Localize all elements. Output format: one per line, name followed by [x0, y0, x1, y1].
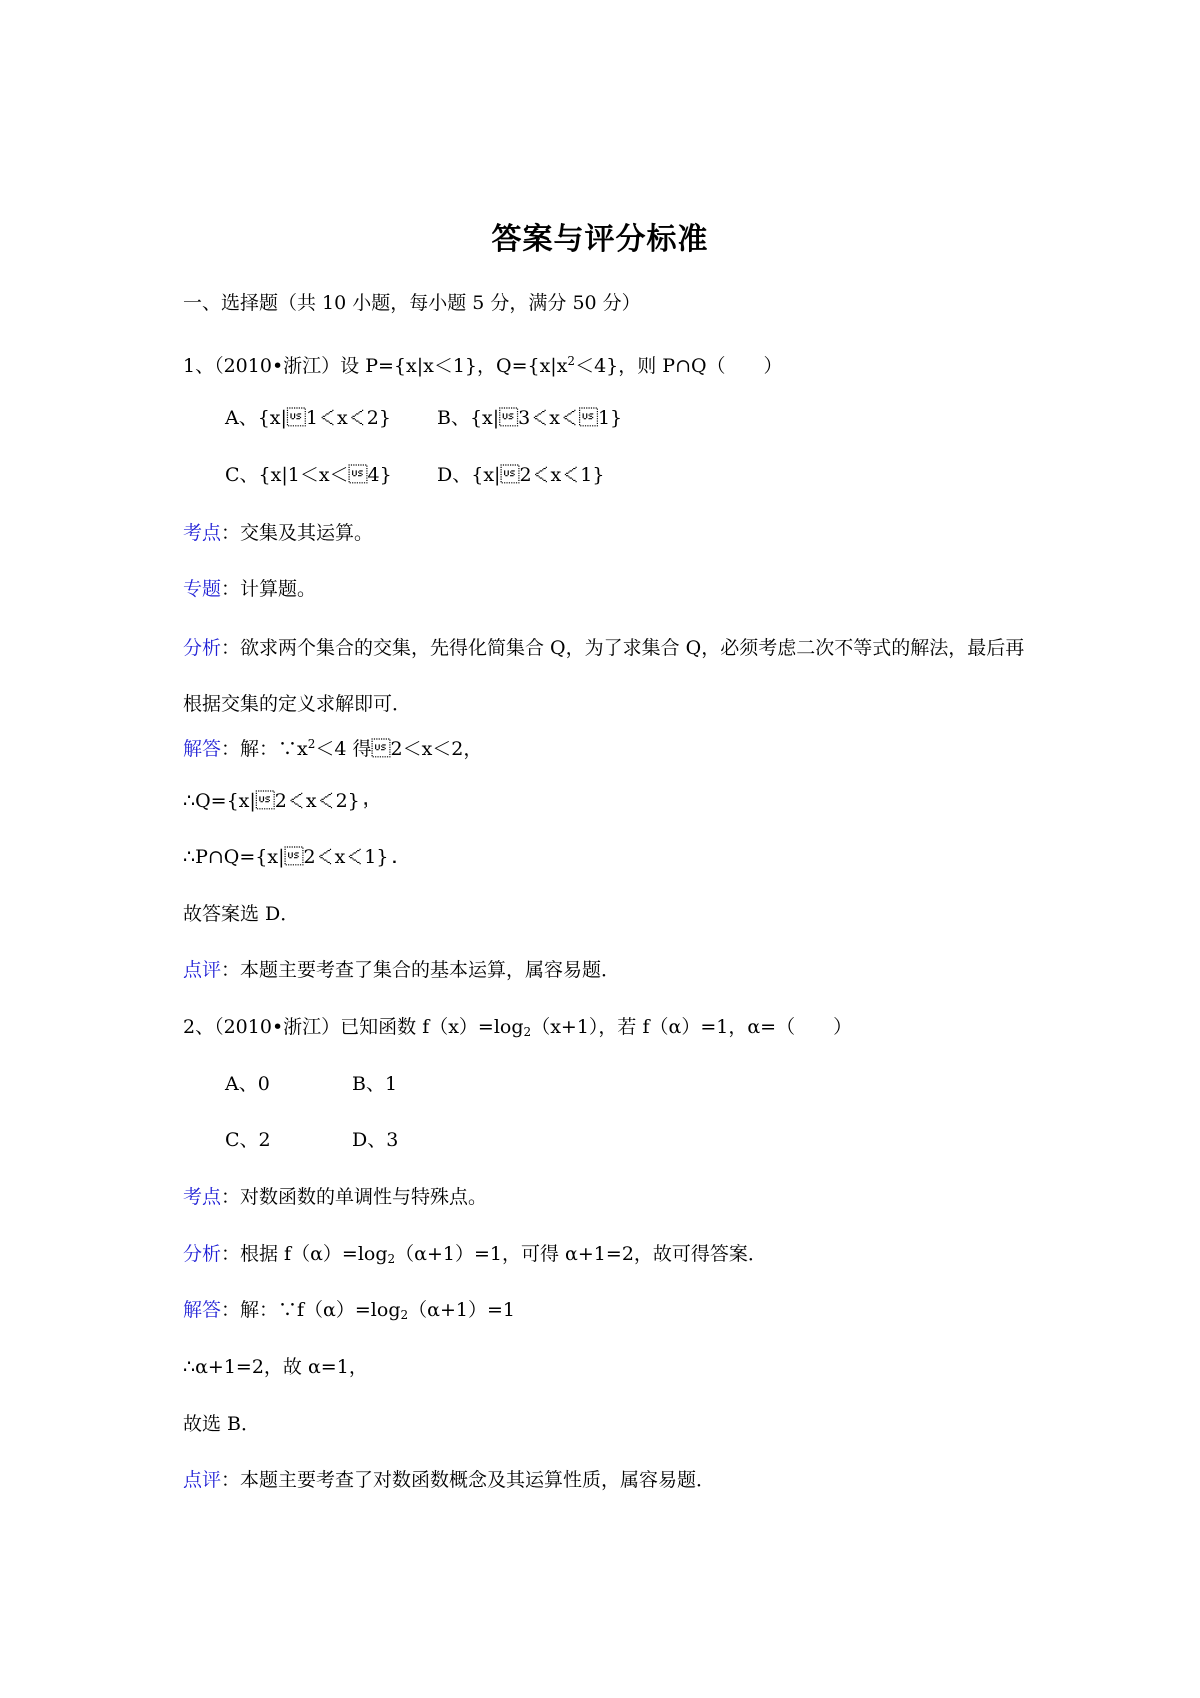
q1-dianping-text: ：本题主要考查了集合的基本运算，属容易题． [221, 959, 621, 981]
q1-step-2: ∴Q={x| 2＜x＜2}， [183, 790, 379, 812]
q1-stem-text-a: 1、（2010•浙江）设 P={x|x＜1}，Q={x|x [183, 355, 568, 377]
q2-stem-text-b: （x+1），若 f（α）=1，α=（ ） [531, 1016, 853, 1038]
q1-dianping [183, 957, 620, 983]
q1-option-d: D、{x| 2＜x＜1} [437, 464, 605, 486]
q2-option-b: B、1 [352, 1073, 398, 1095]
q2-option-d: D、3 [352, 1129, 399, 1151]
q1-dianping-label: 点评 [183, 959, 222, 981]
q1-stem-exponent: 2 [567, 354, 576, 368]
q1-stem [183, 348, 783, 379]
section-heading: 一、选择题（共 10 小题，每小题 5 分，满分 50 分） [183, 292, 641, 314]
q1-step-4: 故答案选 D． [183, 903, 300, 925]
q2-stem-text-a: 2、（2010•浙江）已知函数 f（x）=log [183, 1016, 524, 1038]
q2-jieda [183, 1297, 515, 1328]
q2-jieda-text-a: ：解：∵f（α）=log [221, 1299, 401, 1321]
q2-kaodian [183, 1184, 487, 1210]
q2-fenxi [183, 1241, 767, 1272]
q1-fenxi-label: 分析 [183, 637, 222, 659]
q2-fenxi-text-b: （α+1）=1，可得 α+1=2，故可得答案． [395, 1243, 767, 1265]
q2-jieda-text-b: （α+1）=1 [408, 1299, 515, 1321]
q2-jieda-label: 解答 [183, 1299, 222, 1321]
q1-kaodian [183, 520, 373, 546]
q2-fenxi-base: 2 [387, 1252, 396, 1266]
q2-jieda-base: 2 [400, 1308, 409, 1322]
q1-fenxi [183, 620, 1033, 732]
q1-kaodian-label: 考点 [183, 522, 222, 544]
q1-zhuanti-label: 专题 [183, 578, 222, 600]
q2-stem-base: 2 [523, 1025, 532, 1039]
q1-jieda-text-b: ＜4 得 2＜x＜2， [315, 738, 483, 760]
q1-option-a: A、{x| 1＜x＜2} [225, 407, 391, 429]
q2-fenxi-label: 分析 [183, 1243, 222, 1265]
q2-option-a: A、0 [225, 1073, 270, 1095]
q1-kaodian-text: ：交集及其运算。 [221, 522, 374, 544]
q1-stem-text-b: ＜4}，则 P∩Q（ ） [575, 355, 783, 377]
q2-dianping-text: ：本题主要考查了对数函数概念及其运算性质，属容易题． [221, 1469, 716, 1491]
q1-option-b: B、{x| 3＜x＜ 1} [437, 407, 623, 429]
q1-zhuanti [183, 576, 316, 602]
q2-dianping-label: 点评 [183, 1469, 222, 1491]
q2-option-c: C、2 [225, 1129, 271, 1151]
q1-option-c: C、{x|1＜x＜ 4} [225, 464, 392, 486]
q1-jieda-label: 解答 [183, 738, 222, 760]
q2-fenxi-text-a: ：根据 f（α）=log [221, 1243, 388, 1265]
q1-jieda-text-a: ：解：∵x [221, 738, 308, 760]
q2-step-2: ∴α+1=2，故 α=1， [183, 1356, 368, 1378]
q1-zhuanti-text: ：计算题。 [221, 578, 317, 600]
q2-step-3: 故选 B． [183, 1413, 261, 1435]
q1-jieda [183, 731, 482, 762]
q1-fenxi-text: ：欲求两个集合的交集，先得化简集合 Q，为了求集合 Q，必须考虑二次不等式的解法，最后再根据交集的定义求解即可． [183, 637, 1025, 715]
q2-dianping [183, 1467, 715, 1493]
q2-kaodian-label: 考点 [183, 1186, 222, 1208]
page-title: 答案与评分标准 [491, 222, 709, 257]
q2-kaodian-text: ：对数函数的单调性与特殊点。 [221, 1186, 488, 1208]
q1-step-3: ∴P∩Q={x| 2＜x＜1}． [183, 846, 408, 868]
q2-stem [183, 1014, 852, 1045]
q1-jieda-exponent: 2 [307, 737, 316, 751]
